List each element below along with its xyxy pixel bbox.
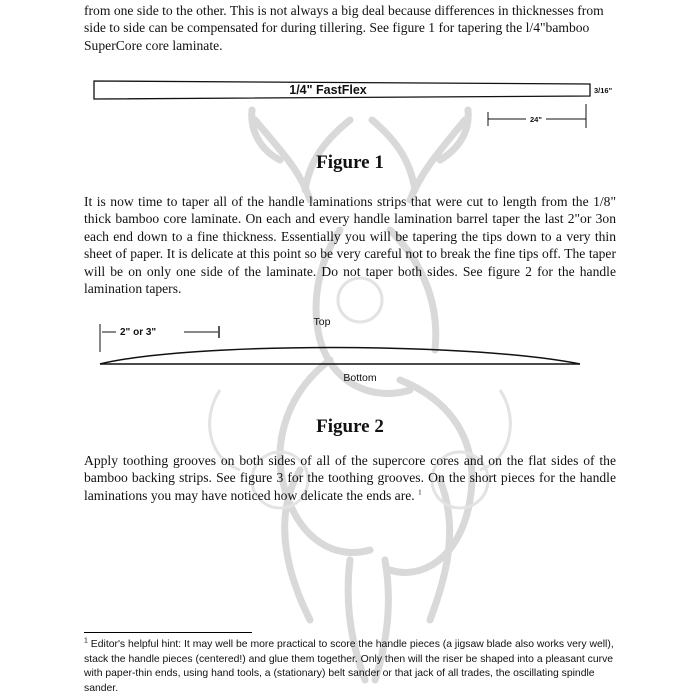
figure-1-title: Figure 1 bbox=[316, 152, 384, 173]
paragraph-3-text: Apply toothing grooves on both sides of all of the supercore cores and on the flat sides of the bamboo backing strips. See figure 3 for the toothing grooves. On the short pieces for the handle laminations you may have noticed how delicate the ends are. bbox=[84, 453, 616, 503]
paragraph-2: It is now time to taper all of the handle laminations strips that were cut to length from the 1/8" thick bamboo core laminate. On each and every handle lamination barrel taper the last 2"or 3on each end down to a fine thickness. Essentially you will be tapering the tips down to a very thin sheet of paper. It is delicate at this point so be very careful not to break the fine tips off. The taper will be on only one side of the laminate. Do not taper both sides. See figure 2 for the handle lamination tapers. bbox=[84, 194, 616, 297]
top-label: Top bbox=[313, 316, 331, 328]
paragraph-1-line: from one side to the other. This is not always a big deal because differences in thicknesses from bbox=[84, 3, 604, 18]
footnote-reference[interactable]: 1 bbox=[418, 488, 422, 497]
paragraph-1 bbox=[84, 2, 616, 54]
figure-2-drawing bbox=[0, 312, 700, 392]
paragraph-1-line: SuperCore core laminate. bbox=[84, 37, 223, 53]
bottom-label: Bottom bbox=[343, 372, 377, 384]
taper-label: 2" or 3" bbox=[120, 327, 157, 338]
figure-2-title: Figure 2 bbox=[316, 416, 384, 437]
paragraph-1-line: side to side can be compensated for during tillering. See figure 1 for tapering the l/4"bamboo bbox=[84, 20, 590, 36]
footnote-divider bbox=[84, 632, 252, 633]
figure-1-drawing bbox=[0, 72, 700, 142]
paragraph-3 bbox=[84, 452, 616, 504]
taper-length-label: 24" bbox=[530, 115, 542, 124]
core-label: 1/4" FastFlex bbox=[289, 83, 367, 97]
handle-lamination-shape bbox=[100, 348, 580, 365]
footnote-text: Editor's helpful hint: It may well be more practical to score the handle pieces (a jigsaw blade also works very well), stack the handle pieces (centered!) and glue them together. Only then will the riser be shaped into a pleasant curve with paper-thin ends, using hand tools, a (stationary) belt sander or that jack of all trades, the oscillating spindle sander. bbox=[84, 639, 614, 694]
footnote bbox=[84, 638, 624, 696]
footnote-marker: 1 bbox=[84, 637, 88, 645]
thickness-label: 3/16" bbox=[594, 86, 613, 95]
